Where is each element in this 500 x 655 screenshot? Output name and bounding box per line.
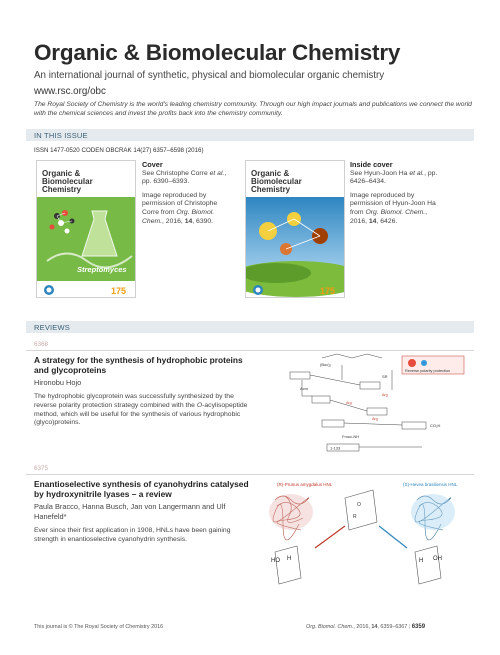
inside-cover-image-credit: Image reproduced by permission of Hyun-Joon Ha from Org. Biomol. Chem., 2016, 14, 6426. (350, 191, 436, 225)
inside-cover-label: Inside cover (350, 160, 393, 169)
article-2-authors: Paula Bracco, Hanna Busch, Jan von Langermann and Ulf Hanefeld* (34, 502, 226, 521)
cover-1-title-line-2: Biomolecular (42, 177, 93, 186)
svg-text:Arg: Arg (382, 393, 388, 397)
cover-2-number: 175 (320, 286, 336, 296)
cover-1-number: 175 (111, 286, 127, 296)
cover-label: Cover (142, 160, 163, 169)
svg-text:R: R (353, 514, 357, 520)
cover-see-line: See Christophe Corre et al., pp. 6390–6393. (142, 169, 227, 186)
cover-1-streptomyces-label: Streptomyces (77, 265, 127, 274)
inside-cover-thumbnail[interactable] (245, 160, 345, 298)
reviews-label: REVIEWS (34, 322, 70, 332)
article-2-page-number: 6375 (34, 465, 49, 472)
article-2-toc-graphic (255, 478, 470, 588)
graphic-1-label-sr: SR (382, 374, 388, 379)
footer-copyright: This journal is © The Royal Society of Chemistry 2016 (34, 624, 164, 630)
graphic-1-label-range: 1-133 (330, 445, 341, 451)
in-this-issue-label: IN THIS ISSUE (34, 130, 88, 140)
graphic-1-label-boc: (Boc)₂ (320, 362, 332, 367)
svg-text:O: O (357, 502, 361, 508)
cover-1-title-line-1: Organic & (42, 169, 81, 178)
cover-1-title-line-3: Chemistry (42, 185, 82, 194)
graphic-2-right-mol-b: OH (433, 556, 442, 562)
cover-2-title-line-2: Biomolecular (251, 177, 302, 186)
journal-website-link[interactable]: www.rsc.org/obc (34, 86, 106, 97)
journal-subtitle: An international journal of synthetic, physical and biomolecular organic chemistry (34, 70, 385, 81)
article-2-divider (26, 474, 474, 475)
graphic-2-left-mol-a: HO (271, 558, 280, 564)
article-2-abstract: Ever since their first application in 1908, HNLs have been gaining strength in enantioselective cyanohydrin synthesis. (34, 527, 231, 543)
graphic-2-right-label: (S)-Hevea brasiliensis HNL (403, 482, 458, 487)
footer-citation: Org. Biomol. Chem., 2016, 14, 6359–6367 | 6359 (306, 624, 426, 630)
cover-image-credit: Image reproduced by permission of Christophe Corre from Org. Biomol. Chem., 2016, 14, 6390. (142, 191, 218, 225)
svg-text:Arg: Arg (372, 417, 378, 421)
inside-cover-see-line: See Hyun-Joon Ha et al., pp. 6426–6434. (350, 169, 438, 186)
issn-line: ISSN 1477-0520 CODEN OBCRAK 14(27) 6357–6598 (2016) (34, 147, 204, 154)
article-2-title[interactable]: Enantioselective synthesis of cyanohydrins catalysed by hydroxynitrile lyases – a review (34, 479, 249, 500)
reviews-band (26, 321, 474, 333)
graphic-1-label-acm: Acm (300, 386, 308, 391)
cover-2-title-line-1: Organic & (251, 169, 290, 178)
article-1-page-number: 6368 (34, 341, 49, 348)
article-1-toc-graphic (282, 350, 472, 455)
footer-page-number: 6359 (411, 624, 426, 630)
article-1-abstract: The hydrophobic glycoprotein was successfully synthesized by the reverse polarity protection strategy combined with the O-acylisopeptide method, which will be useful for the synthesis of various hydrophobic (glyco)proteins. (34, 393, 248, 427)
article-1-authors: Hironobu Hojo (34, 378, 82, 387)
cover-2-title-line-3: Chemistry (251, 185, 291, 194)
svg-text:Arg: Arg (346, 401, 352, 405)
graphic-1-label-fmoc: Fmoc-NH (342, 434, 360, 439)
rsc-tagline: The Royal Society of Chemistry is the world's leading chemistry community. Through our high impact journals and publications we connect the world with the chemical sciences and invest the profits back into the chemistry community. (34, 101, 472, 117)
graphic-1-label-reverse: Reverse polarity protection (405, 369, 451, 373)
article-1-title[interactable]: A strategy for the synthesis of hydrophobic proteins and glycoproteins (34, 355, 243, 376)
in-this-issue-band (26, 129, 474, 141)
front-cover-thumbnail[interactable] (36, 160, 136, 298)
graphic-2-left-mol-b: H (287, 556, 292, 562)
front-cover-info (142, 161, 230, 226)
graphic-2-left-label: (R)-Prunus amygdalus HNL (277, 482, 333, 487)
graphic-2-right-mol-a: H (419, 558, 424, 564)
inside-cover-info (350, 161, 438, 226)
journal-title: Organic & Biomolecular Chemistry (34, 40, 401, 65)
graphic-1-label-co2h: CO₂H (430, 423, 441, 428)
